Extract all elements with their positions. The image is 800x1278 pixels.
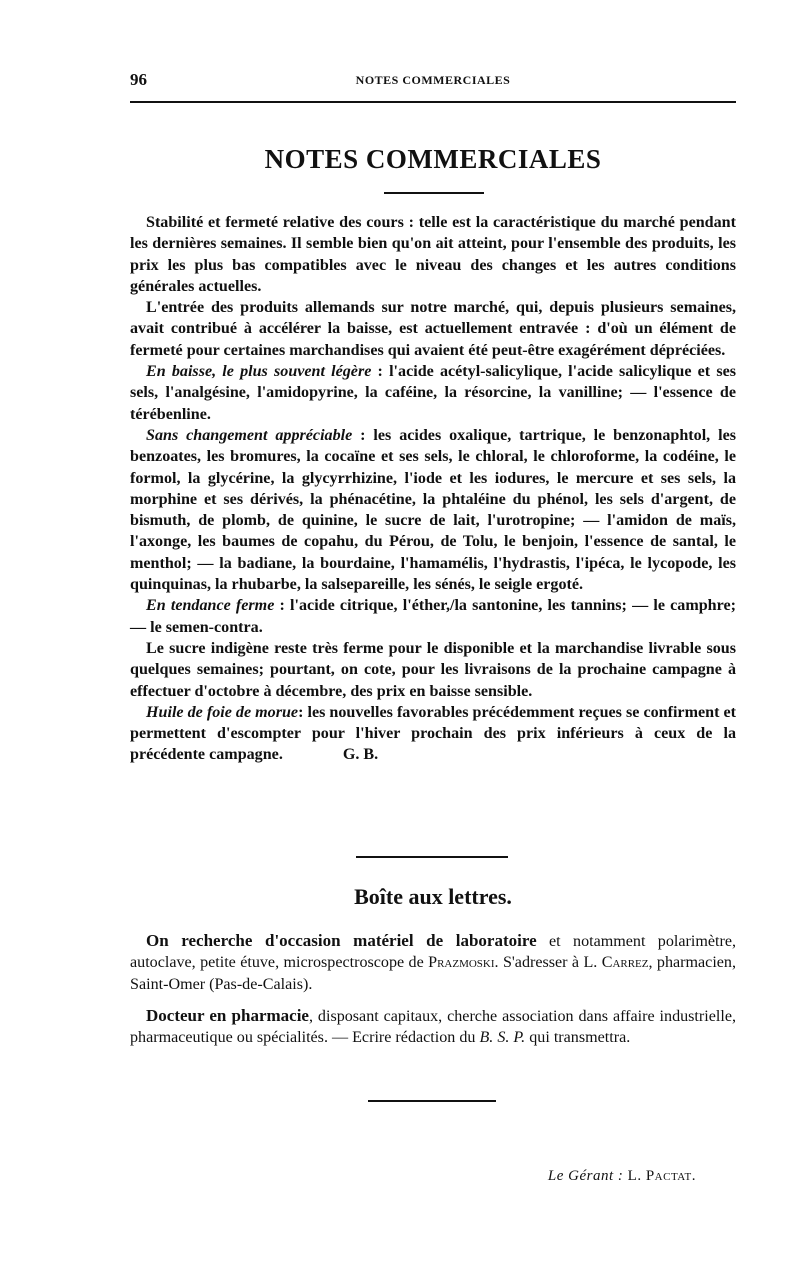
header-rule bbox=[130, 101, 736, 103]
paragraph-sucre: Le sucre indigène reste très ferme pour le disponible et la marchandise livrable sous quelques semaines; pourtant, on cote, pour les livraisons de la prochaine campagne à effectuer d'octobre à décembre, des prix en baisse sensible. bbox=[130, 639, 736, 700]
footer-gerant bbox=[548, 1168, 696, 1185]
classified-ad-pharmacist bbox=[130, 1005, 736, 1049]
paragraph-lead: En tendance ferme bbox=[146, 597, 275, 615]
paragraph-lead: Huile de foie de morue bbox=[146, 703, 299, 721]
ad-text: . S'adresser à L. bbox=[494, 954, 602, 972]
ad-text: , disposant capitaux, cherche association dans affaire industrielle, pharmaceutique ou spécialités. — Ecrire rédaction du bbox=[130, 1007, 736, 1047]
closing-rule bbox=[368, 1100, 496, 1102]
running-title: NOTES COMMERCIALES bbox=[355, 73, 511, 87]
ad-text: , pharmacien, Saint-Omer (Pas-de-Calais). bbox=[130, 954, 737, 993]
ad-contact-name: Carrez bbox=[601, 954, 649, 972]
paragraph-tendance-ferme bbox=[130, 595, 736, 638]
paragraph-text: : les nouvelles favorables précédemment reçues se confirment et permettent d'escompter pour l'hiver prochain des prix inférieurs à ceux de la précédente campagne. bbox=[130, 703, 736, 764]
ad-lead: On recherche d'occasion matériel de laboratoire bbox=[146, 931, 537, 950]
article-body bbox=[130, 212, 736, 766]
paragraph-sans-changement bbox=[130, 425, 736, 595]
running-head bbox=[130, 70, 736, 94]
gerant-name: L. Pactat. bbox=[627, 1168, 696, 1184]
paragraph-text: : l'acide acétyl-salicylique, l'acide salicylique et ses sels, l'analgésine, l'amidopyrine, la caféine, la résorcine, la vanilline; — l'essence de térébenline. bbox=[130, 363, 737, 423]
page-number: 96 bbox=[130, 70, 147, 89]
title-rule bbox=[384, 192, 484, 194]
paragraph-german-products: L'entrée des produits allemands sur notre marché, qui, depuis plusieurs semaines, avait contribué à accélérer la baisse, est actuellement entravée : d'où un élément de fermeté pour certaines marchandises qui avaient été peut-être exagérément dépréciées. bbox=[130, 299, 736, 359]
paragraph-lead: En baisse, le plus souvent légère bbox=[146, 363, 372, 381]
ad-lead: Docteur en pharmacie bbox=[146, 1005, 309, 1025]
ad-journal-abbrev: B. S. P. bbox=[479, 1029, 526, 1047]
section-rule bbox=[356, 856, 508, 858]
paragraph-lead: Sans changement appréciable bbox=[146, 426, 353, 444]
mailbox-title: Boîte aux lettres. bbox=[354, 884, 512, 909]
ad-text: qui transmettra. bbox=[525, 1029, 631, 1047]
mailbox-body bbox=[130, 930, 736, 1058]
classified-ad-lab-equipment bbox=[130, 930, 736, 995]
paragraph-text: : l'acide citrique, l'éther,/la santonine, les tannins; — le camphre; — le semen-contra. bbox=[130, 597, 736, 636]
ad-text: et notamment polarimètre, autoclave, petite étuve, microspectroscope de bbox=[130, 933, 736, 972]
gerant-label: Le Gérant : bbox=[547, 1168, 624, 1184]
paragraph-stability: Stabilité et fermeté relative des cours : telle est la caractéristique du marché pendant les dernières semaines. Il semble bien qu'on ait atteint, pour l'ensemble des produits, les prix les plus bas compatibles avec le niveau des changes et les autres conditions générales actuelles. bbox=[130, 214, 736, 295]
paragraph-en-baisse bbox=[130, 361, 736, 425]
article-title: NOTES COMMERCIALES bbox=[264, 144, 602, 174]
article-signature: G. B. bbox=[342, 746, 379, 764]
ad-brand: Prazmoski bbox=[428, 954, 495, 972]
paragraph-huile bbox=[130, 702, 736, 766]
paragraph-text: : les acides oxalique, tartrique, le benzonaphtol, les benzoates, les bromures, la cocaïne et ses sels, le chloral, le chloroforme, la codéine, le formol, la glycérine, la glycyrrhizine, l'iode et les iodures, le mercure et ses sels, la morphine et ses dérivés, la phénacétine, la phtaléine du phénol, les sels d'argent, de bismuth, de plomb, de quinine, le sucre de lait, l'urotropine; — l'amidon de maïs, l'axonge, les baumes de copahu, du Pérou, de Tolu, le benjoin, l'essence de santal, le menthol; — la badiane, la bourdaine, l'hamamélis, l'hydrastis, l'ipéca, le lycopode, les quinquinas, la rhubarbe, la salsepareille, les sénés, le seigle ergoté. bbox=[130, 426, 736, 594]
